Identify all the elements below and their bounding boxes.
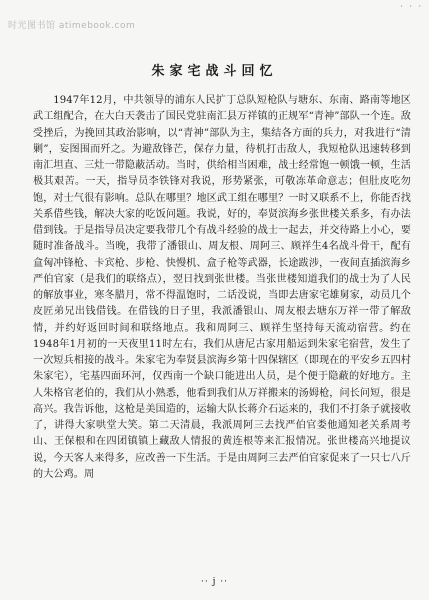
page-number: ·· j ·· [201,577,228,587]
watermark: 时光图书馆 atimebook.com [8,21,136,31]
page-title: 朱家宅战斗回忆 [151,64,278,79]
paragraph: 1947年12月，中共领导的浦东人民扩丁总队短枪队与塘东、东南、路南等地区武工组配合，在大白天袭击了国民党驻南汇县万祥镇的正规军“青神”部队一个连。敌受挫后，为挽回其政治影响，以“青神”部队为主，集结各方面的兵力，对我进行“清剿”，妄图围而歼之。为避敌锋芒，保存力量，待机打击敌人，我短枪队迅速转移到南汇坦直、三灶一带隐蔽活动。当时，供给相当困难，战士经常饱一顿饿一顿，生活极其艰苦。一天，指导员李铁锋对我说，形势紧张，可敬冻革命意志；但肚皮吃勿饱，对士气很有影响。总队在哪里？地区武工组在哪里？一时又联系不上，你能否找关系借些钱，解决大家的吃饭问题。我说，好的，奉贤滨海乡张世楼关系多，有办法借到钱。于是指导员决定要我带几个有战斗经验的战士一起去，并交待路上小心，要随时准备战斗。当晚，我带了潘银山、周友根、周阿三、顾祥生4名战斗骨干，配有盒匈冲锋枪、卡宾枪、步枪、快慢机、盒子枪等武器，长途跋涉，一夜间直插滨海乡严伯官家（是我们的联络点），翌日找到张世楼。当张世楼知道我们的战士为了人民的解放事业，寒冬腊月，常不得温饱时，二话没说，当即去唐家宅雄舅家，动员几个皮匠弟兄出钱借钱。在借钱的日子里，我派潘银山、周友根去塘东万祥一带了解敌情，并约好返回时间和联络地点。我和周阿三、顾祥生坚持每天流动宿营。约在1948年1月初的一天夜里11时左右，我们从唐尼古家用船运到朱家宅宿营，发生了一次短兵相接的战斗。朱家宅为奉贤县滨海乡第十四保辖区（即现在的平安乡五四村朱家宅），宅基四面环河，仅西南一个缺口能进出人员，是个便于隐蔽的好地方。主人朱格官老伯的，我们从小熟悉，他看到我们从万祥搬来的汤姆枪，问长问短，很是高兴。我告诉他，这枪是美国造的，运输大队长蒋介石运来的，我们不打条子就接收了，讲得大家哄堂大笑。第二天清晨，我派周阿三去找严伯官娄他通知老关系周考山、王保根和在四团镇镇上藏敌人情报的黄连根等来汇报情况。张世楼高兴地提议说，今天客人来得多，应改善一下生活。于是由周阿三去严伯官家促来了一只七八斤的大公鸡。周 [33,95,411,480]
body-text [33,93,411,483]
corner-mark: · · · [400,2,423,11]
